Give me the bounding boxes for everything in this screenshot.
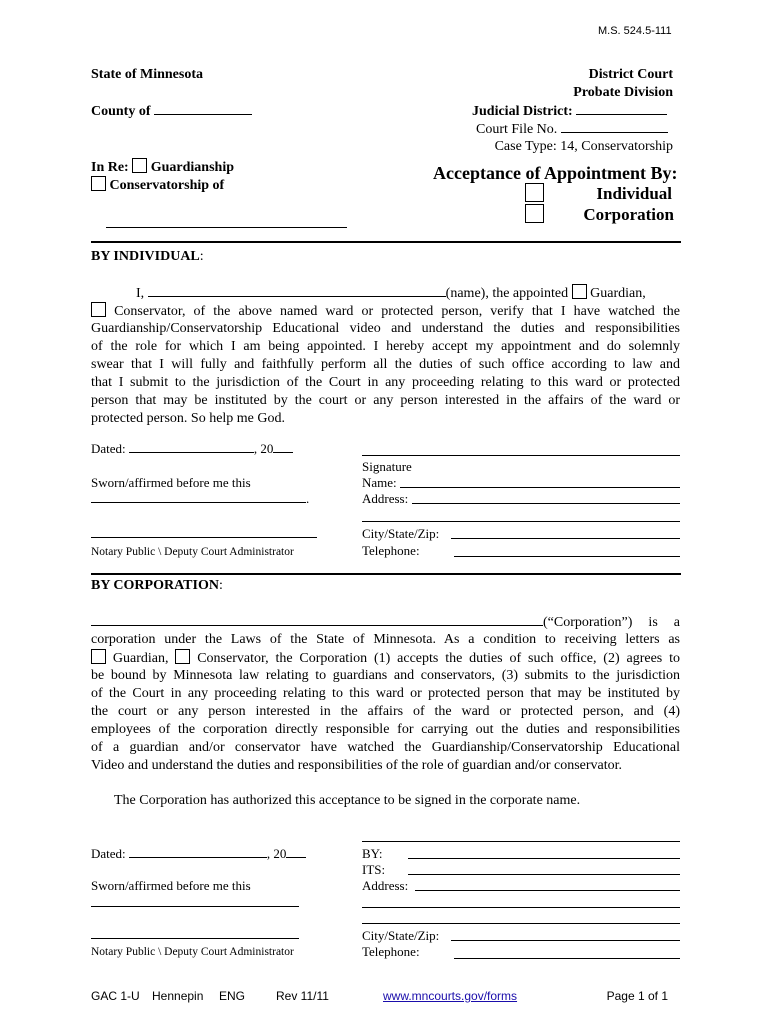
in-re-guardianship: In Re: Guardianship <box>91 160 234 175</box>
individual-notary-label: Notary Public \ Deputy Court Administrator <box>91 546 294 558</box>
individual-address-label: Address: <box>362 491 409 506</box>
case-type-label: Case Type: 14, Conservatorship <box>494 139 673 154</box>
judicial-district-field[interactable] <box>576 102 667 115</box>
division-label: Probate Division <box>573 85 673 100</box>
individual-year-field[interactable] <box>273 440 293 453</box>
corporation-notary-line[interactable] <box>91 938 299 939</box>
corporation-address-line-3[interactable] <box>362 923 680 924</box>
section-divider <box>91 241 681 243</box>
footer-form-id: GAC 1-U <box>91 989 140 1003</box>
corporation-sworn-line[interactable] <box>91 906 299 907</box>
court-file-field[interactable] <box>561 120 668 133</box>
individual-signature-label: Signature <box>362 459 412 474</box>
corporation-sworn: Sworn/affirmed before me this <box>91 878 251 893</box>
corporation-address-line-2[interactable] <box>362 907 680 908</box>
corporation-heading: BY CORPORATION: <box>91 578 223 593</box>
individual-checkbox[interactable] <box>525 183 544 205</box>
individual-date-field[interactable] <box>129 440 254 453</box>
corporation-telephone-label: Telephone: <box>362 944 420 959</box>
individual-city-label: City/State/Zip: <box>362 526 440 541</box>
corporation-checkbox[interactable] <box>525 204 544 226</box>
corporation-its-label: ITS: <box>362 862 386 877</box>
corporation-name-field[interactable] <box>91 613 543 626</box>
footer-revision: Rev 11/11 <box>276 989 329 1003</box>
corporation-statement: (“Corporation”) is a corporation under the Laws of the State of Minnesota. As a condition to receiving letters as Guardian, Conservator, the Corporation (1) accepts the duties of such office, (2) agrees to be bound by Minnesota law relating to guardians and conservators, (3) submits to the jurisdiction of the Court in any proceeding relating to this ward or protected person that may be instituted by the court or any person interested in the affairs of the ward or protected person, and (4) employees of the corporation directly responsible for carrying out the duties and responsibilities of a guardian and/or conservator have watched the Guardianship/Conservatorship Educational Video and understand the duties and responsibilities of the role of guardian and/or conservator. <box>91 615 680 773</box>
individual-name-line[interactable] <box>400 487 680 488</box>
footer-county: Hennepin <box>152 989 204 1003</box>
ward-name-field[interactable] <box>106 227 347 228</box>
corporation-telephone-line[interactable] <box>454 958 680 959</box>
footer-language: ENG <box>219 989 246 1003</box>
guardianship-checkbox[interactable] <box>132 158 147 173</box>
in-re-conservatorship: Conservatorship of <box>91 176 224 195</box>
corporation-notary-label: Notary Public \ Deputy Court Administrator <box>91 946 294 958</box>
individual-label: Individual <box>596 184 672 203</box>
statute-reference: M.S. 524.5-111 <box>598 25 672 37</box>
footer-page-number: Page 1 of 1 <box>606 989 668 1003</box>
county-label: County of <box>91 102 252 121</box>
corporation-signature-line[interactable] <box>362 841 680 842</box>
individual-address-line[interactable] <box>412 503 680 504</box>
individual-conservator-checkbox[interactable] <box>91 302 106 317</box>
individual-address-line-2[interactable] <box>362 521 680 522</box>
individual-name-label: Name: <box>362 475 397 490</box>
individual-telephone-line[interactable] <box>454 556 680 557</box>
state-label: State of Minnesota <box>91 67 203 82</box>
corporation-dated: Dated: , 20 <box>91 845 306 863</box>
footer-forms-link[interactable]: www.mncourts.gov/forms <box>383 989 518 1003</box>
individual-statement: I, (name), the appointed Guardian, Conservator, of the above named ward or protected person, verify that I have watched the Guardianship/Conservatorship Educational video and understand the duties and responsibilities of the role for which I am being appointed. I hereby accept my appointment and do solemnly swear that I will fully and faithfully perform all the duties of such office according to law and that I submit to the jurisdiction of the Court in any proceeding relating to this ward or protected person that may be instituted by the court or any person interested in the affairs of the ward or protected person. So help me God. <box>91 286 680 426</box>
corporation-by-label: BY: <box>362 846 383 861</box>
individual-dated: Dated: , 20 <box>91 440 293 458</box>
court-label: District Court <box>588 67 673 82</box>
county-field[interactable] <box>154 102 252 115</box>
corporation-guardian-checkbox[interactable] <box>91 649 106 664</box>
corporation-label: Corporation <box>583 205 674 224</box>
individual-sworn-line[interactable]: . <box>91 490 309 508</box>
corporation-by-line[interactable] <box>408 858 680 859</box>
individual-name-field[interactable] <box>148 284 446 297</box>
corporation-authorized: The Corporation has authorized this acceptance to be signed in the corporate name. <box>114 793 581 808</box>
conservatorship-checkbox[interactable] <box>91 176 106 191</box>
individual-sworn: Sworn/affirmed before me this <box>91 475 251 490</box>
corporation-city-label: City/State/Zip: <box>362 928 440 943</box>
individual-notary-line[interactable] <box>91 537 317 538</box>
individual-signature-line[interactable] <box>362 455 680 456</box>
corporation-address-label: Address: <box>362 878 409 893</box>
corporation-conservator-checkbox[interactable] <box>175 649 190 664</box>
corporation-year-field[interactable] <box>286 845 306 858</box>
individual-guardian-checkbox[interactable] <box>572 284 587 299</box>
corporation-city-line[interactable] <box>451 940 680 941</box>
judicial-district-label: Judicial District: <box>472 102 667 121</box>
individual-telephone-label: Telephone: <box>362 543 420 558</box>
section-divider-2 <box>91 573 681 575</box>
corporation-its-line[interactable] <box>408 874 680 875</box>
corporation-date-field[interactable] <box>129 845 267 858</box>
individual-heading: BY INDIVIDUAL: <box>91 249 204 264</box>
corporation-address-line[interactable] <box>415 890 680 891</box>
form-title: Acceptance of Appointment By: <box>433 163 678 183</box>
individual-city-line[interactable] <box>451 538 680 539</box>
court-file-label: Court File No. <box>476 120 668 139</box>
